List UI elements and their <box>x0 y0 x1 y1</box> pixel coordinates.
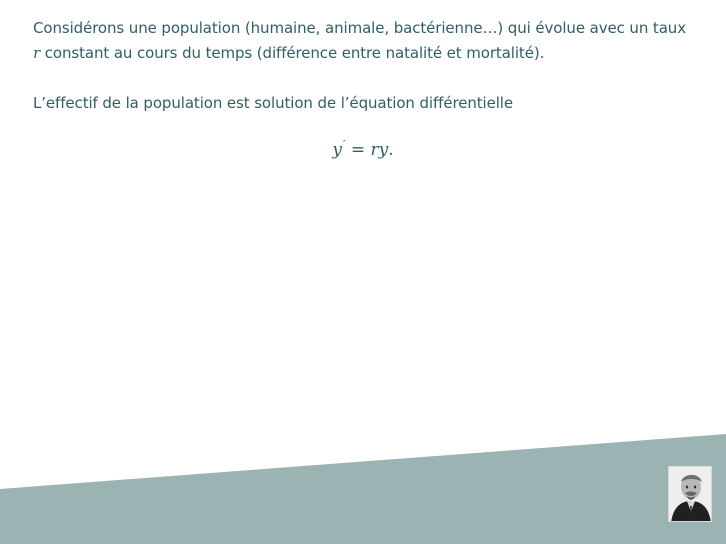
intro-text-start: Considérons une population (humaine, animale, bactérienne…) qui évolue avec un taux <box>33 19 686 37</box>
equation-period: . <box>388 140 394 160</box>
equation-equals: = <box>345 140 371 160</box>
equation-rhs: ry <box>370 140 389 160</box>
rate-variable: r <box>33 44 41 62</box>
portrait-photo-icon <box>668 466 712 522</box>
equation-prime: ′ <box>342 138 346 151</box>
equation-intro-paragraph: L’effectif de la population est solution de l’équation différentielle <box>33 94 513 112</box>
intro-text-end: constant au cours du temps (différence entre natalité et mortalité). <box>40 44 545 62</box>
equation-lhs-variable: y <box>332 140 342 160</box>
